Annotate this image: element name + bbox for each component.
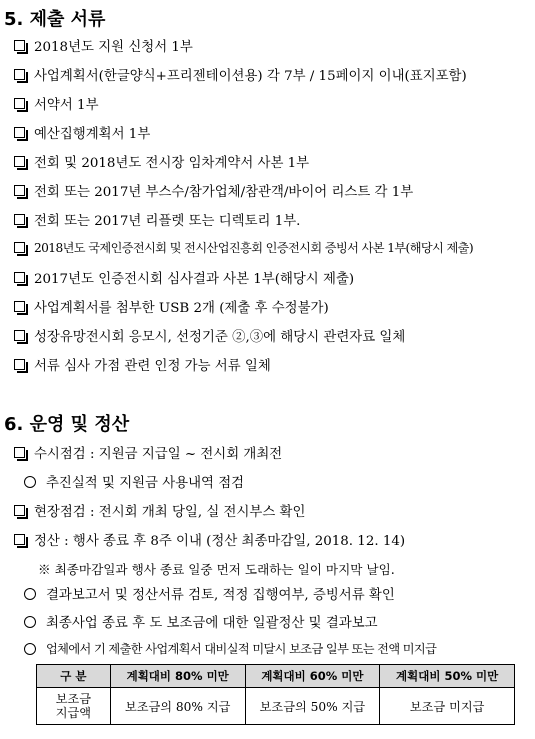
sub-list-item [24,584,529,603]
sub-list-item-text: 추진실적 및 지원금 사용내역 점검 [46,476,245,491]
circle-bullet-icon [24,643,36,655]
list-item-text: 성장유망전시회 응모시, 선정기준 ②,③에 해당시 관련자료 일체 [34,330,406,345]
list-item [14,443,529,462]
list-item [14,268,529,287]
list-item [14,355,529,374]
list-item-text: 정산 : 행사 종료 후 8주 이내 (정산 최종마감일, 2018. 12. 14) [34,534,406,549]
list-item-text: 2018년도 지원 신청서 1부 [34,40,193,55]
list-item [14,530,529,549]
table-cell: 보조금의 50% 지급 [245,688,380,725]
checkbox-icon [14,534,25,545]
list-item [14,239,529,256]
subsidy-table [36,664,515,725]
sub-list-item-text: 업체에서 기 제출한 사업계획서 대비실적 미달시 보조금 일부 또는 전액 미지급 [46,642,437,656]
list-item [14,501,529,520]
list-item-text: 사업계획서를 첨부한 USB 2개 (제출 후 수정불가) [34,301,329,316]
sub-list-item [24,640,529,657]
list-item-text: 수시점검 : 지원금 지급일 ~ 전시회 개최전 [34,447,283,462]
list-item [14,152,529,171]
checkbox-icon [14,98,25,109]
checkbox-icon [14,359,25,370]
list-item-text: 2018년도 국제인증전시회 및 전시산업진흥회 인증전시회 증빙서 사본 1부(해당시 제출) [34,241,473,255]
checkbox-icon [14,330,25,341]
table-header-cell: 계획대비 80% 미만 [110,665,245,688]
section5-heading: 5. 제출 서류 [4,9,106,30]
checkbox-icon [14,301,25,312]
checkbox-icon [14,69,25,80]
row-label-line: 지급액 [55,706,92,720]
checkbox-icon [14,505,25,516]
row-label-line: 보조금 [55,692,92,706]
sub-list-item [24,612,529,631]
table-header-cell: 계획대비 50% 미만 [380,665,515,688]
table-header-row [37,665,515,688]
list-item [14,36,529,55]
sub-list-item-text: 결과보고서 및 정산서류 검토, 적정 집행여부, 증빙서류 확인 [46,588,395,603]
table-cell: 보조금 미지급 [380,688,515,725]
checkbox-icon [14,242,25,253]
circle-bullet-icon [24,476,36,488]
list-item-text: 전회 또는 2017년 리플렛 또는 디렉토리 1부. [34,214,301,229]
table-header-cell: 계획대비 60% 미만 [245,665,380,688]
table-row-label [37,688,111,725]
list-item [14,297,529,316]
checkbox-icon [14,40,25,51]
list-item-text: 2017년도 인증전시회 심사결과 사본 1부(해당시 제출) [34,272,355,287]
note-text: ※ 최종마감일과 행사 종료 일중 먼저 도래하는 일이 마지막 날임. [38,562,395,577]
checkbox-icon [14,272,25,283]
table-cell: 보조금의 80% 지급 [110,688,245,725]
list-item [14,210,529,229]
list-item [14,65,529,84]
list-item [14,94,529,113]
list-item [14,326,529,345]
sub-list-item-text: 최종사업 종료 후 도 보조금에 대한 일괄정산 및 결과보고 [46,616,378,631]
list-item-text: 현장점검 : 전시회 개최 당일, 실 전시부스 확인 [34,505,306,520]
list-item-text: 서약서 1부 [34,98,99,113]
checkbox-icon [14,156,25,167]
circle-bullet-icon [24,616,36,628]
checkbox-icon [14,447,25,458]
list-item-text: 전회 및 2018년도 전시장 임차계약서 사본 1부 [34,156,310,171]
checkbox-icon [14,214,25,225]
section6-heading: 6. 운영 및 정산 [4,414,130,435]
list-item [14,123,529,142]
list-item [14,181,529,200]
sub-list-item [24,472,529,491]
list-item-text: 서류 심사 가점 관련 인정 가능 서류 일체 [34,359,271,374]
list-item-text: 예산집행계획서 1부 [34,127,151,142]
checkbox-icon [14,127,25,138]
circle-bullet-icon [24,588,36,600]
checkbox-icon [14,185,25,196]
table-row [37,688,515,725]
table-header-cell: 구 분 [37,665,111,688]
list-item-text: 사업계획서(한글양식+프리젠테이션용) 각 7부 / 15페이지 이내(표지포함) [34,69,467,84]
list-item-text: 전회 또는 2017년 부스수/참가업체/참관객/바이어 리스트 각 1부 [34,185,414,200]
